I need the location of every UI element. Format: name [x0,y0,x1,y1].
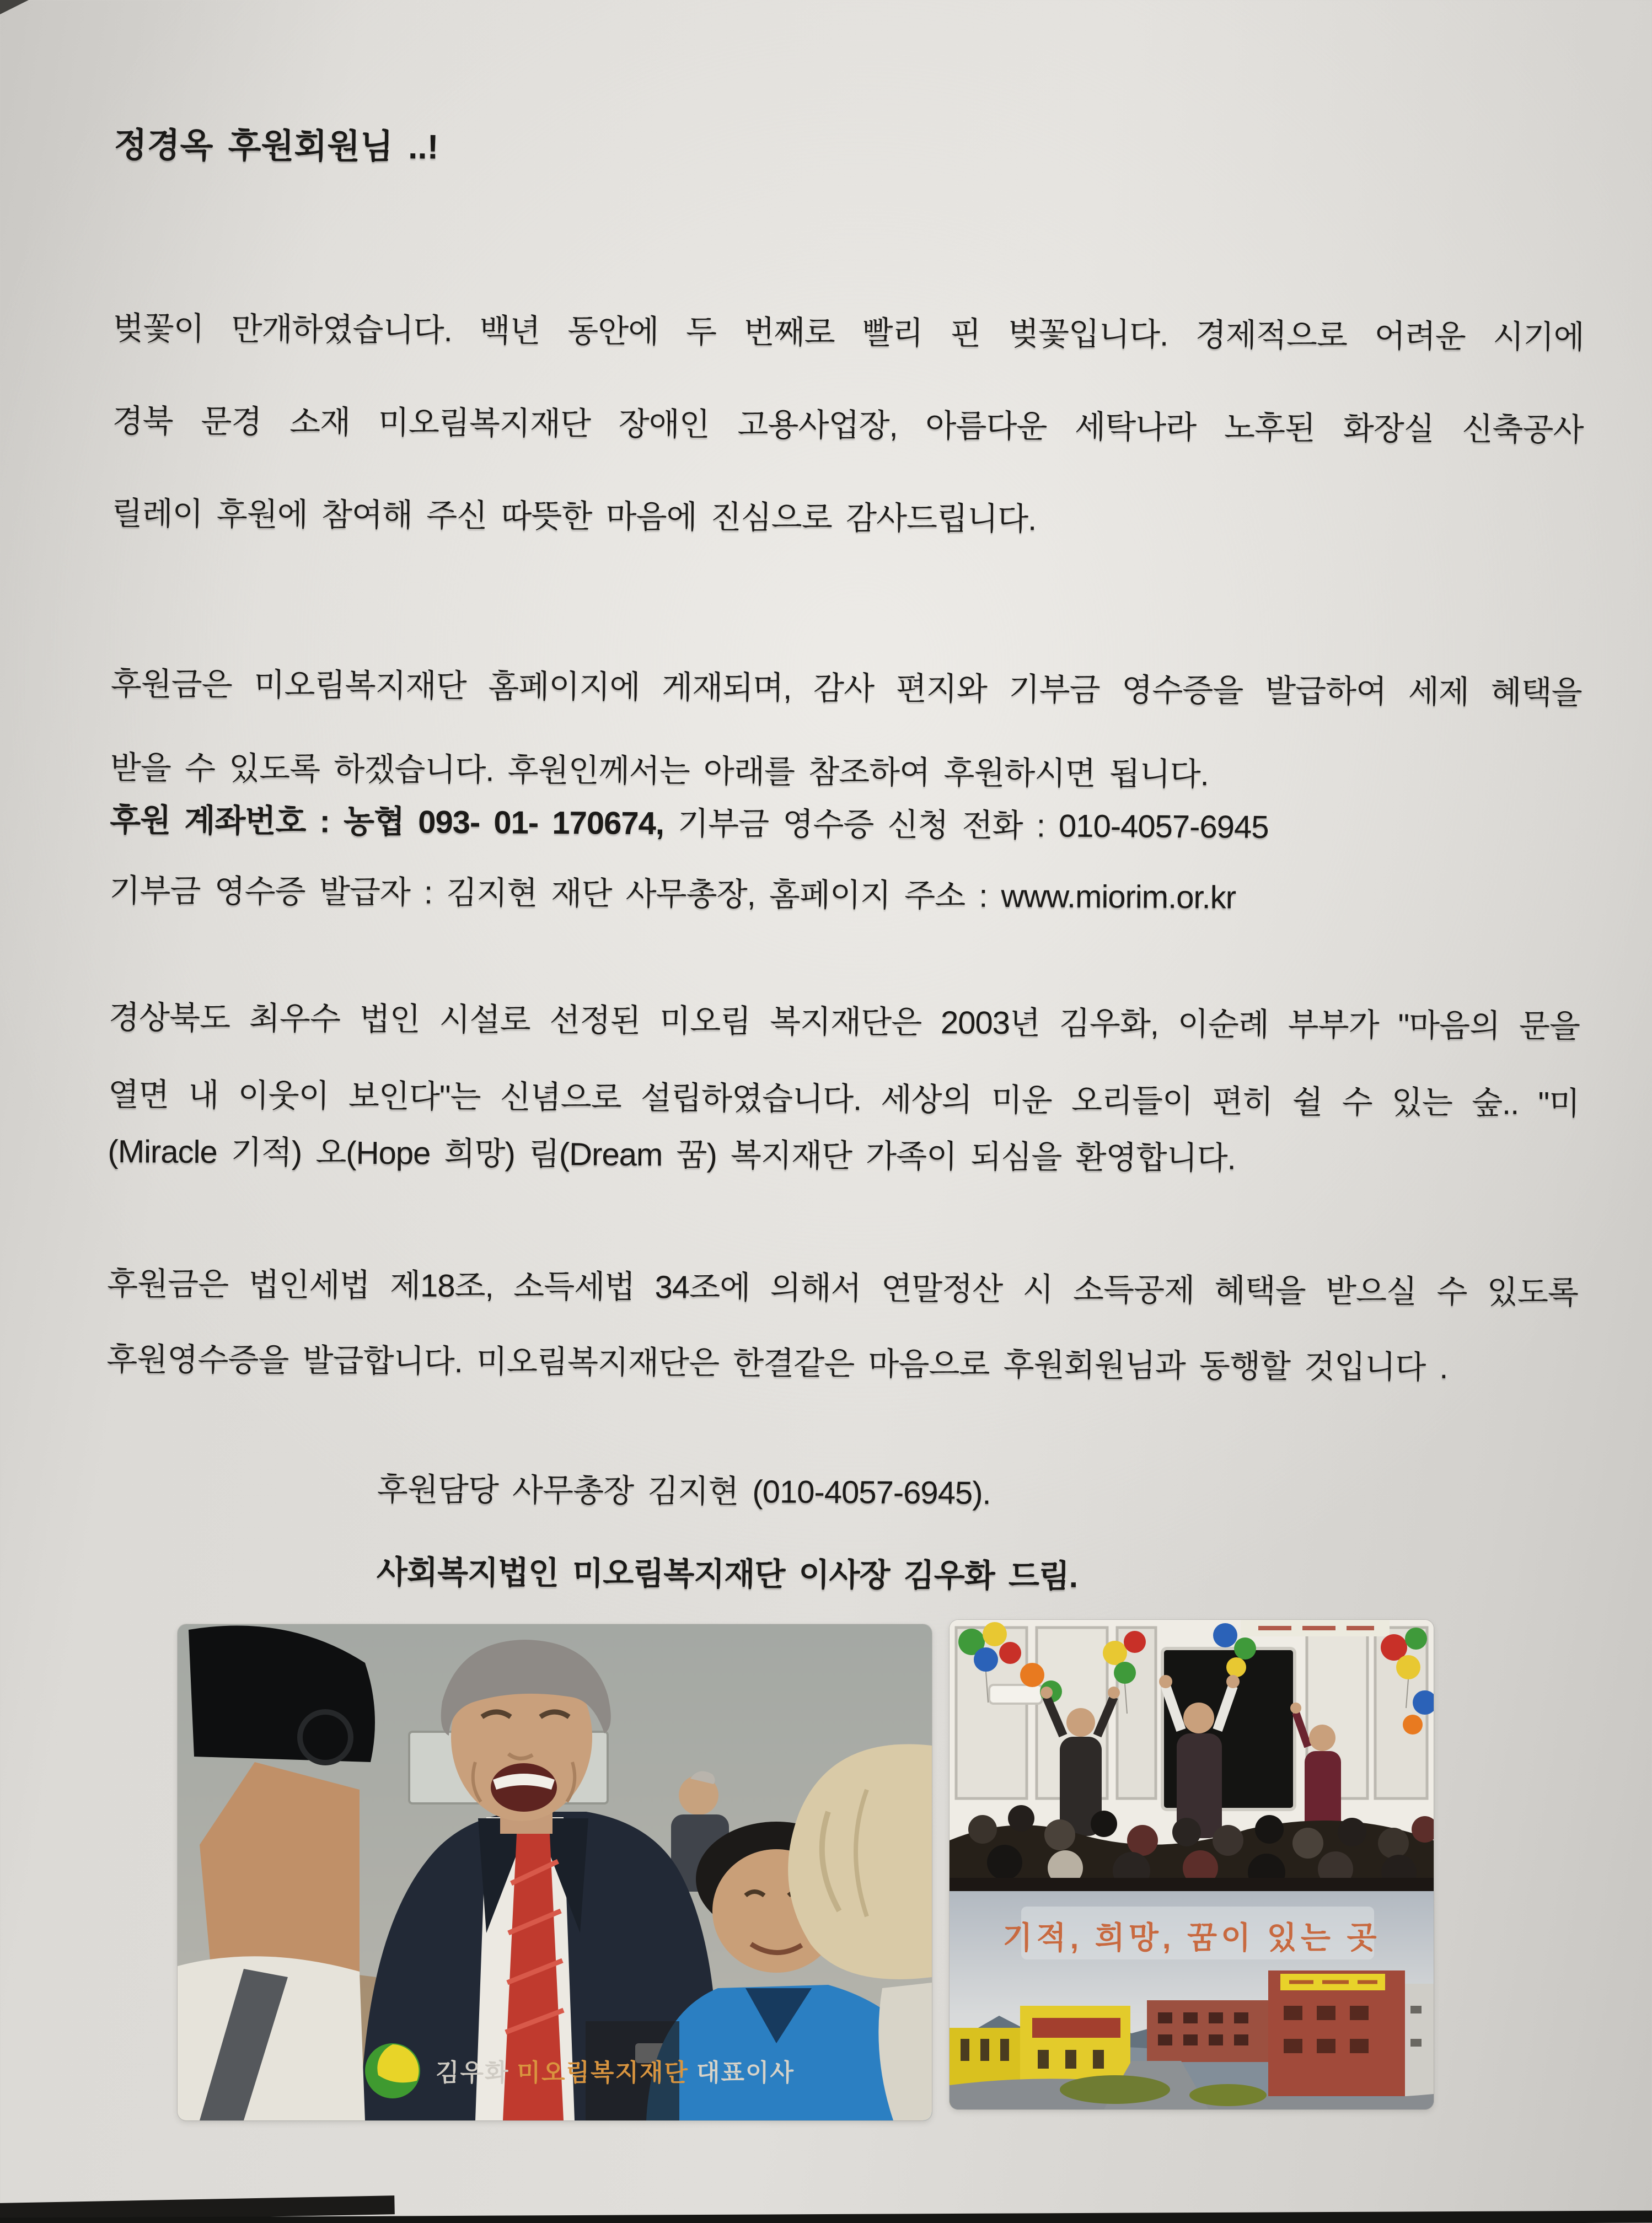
paragraph2-line2: 받을 수 있도록 하겠습니다. 후원인께서는 아래를 참조하여 후원하시면 됩니다. [110,750,1209,793]
paragraph4-line1: 후원금은 법인세법 제18조, 소득세법 34조에 의해서 연말정산 시 소득공제 혜택을 받으실 수 있도록 [106,1266,1579,1311]
signature-line-1: 후원담당 사무총장 김지현 (010-4057-6945). [377,1472,991,1511]
paragraph3-line2: 열면 내 이웃이 보인다"는 신념으로 설립하였습니다. 세상의 미운 오리들이 편히 쉴 수 있는 숲.. "미 [108,1077,1580,1122]
caption-org: 미오림복지재단 [517,2059,689,2086]
signature-line-2: 사회복지법인 미오림복지재단 이사장 김우화 드림. [376,1554,1078,1594]
paragraph1-line3: 릴레이 후원에 참여해 주신 따뜻한 마음에 진심으로 감사드립니다. [111,496,1037,538]
photo-left-chairman [178,1624,932,2120]
paragraph1-line1: 벚꽃이 만개하였습니다. 백년 동안에 두 번째로 빨리 핀 벚꽃입니다. 경제적으로 어려운 시기에 [112,310,1584,356]
cap-man-back-view [178,1626,375,2121]
paragraph3-line1: 경상북도 최우수 법인 시설로 선정된 미오림 복지재단은 2003년 김우화, 이순례 부부가 "마음의 문을 [108,1000,1580,1045]
paragraph3-line3: (Miracle 기적) 오(Hope 희망) 림(Dream 꿈) 복지재단 가족이 되심을 환영합니다. [108,1134,1236,1177]
caption-text [436,2059,795,2086]
photo-left-scene [178,1624,932,2120]
photo-right-celebration-campus [950,1620,1434,2109]
paragraph4-line2: 후원영수증을 발급합니다. 미오림복지재단은 한결같은 마음으로 후원회원님과 동행할 것입니다 . [106,1341,1448,1386]
slogan-text: 기적, 희망, 꿈이 있는 곳 [1002,1920,1381,1955]
account-number-rest: 기부금 영수증 신청 전화 : 010-4057-6945 [663,806,1269,845]
center-red-building [1147,2000,1268,2062]
paragraph2-line1: 후원금은 미오림복지재단 홈페이지에 게재되며, 감사 편지와 기부금 영수증을 발급하여 세제 혜택을 [110,666,1582,711]
caption-role: 대표이사 [696,2059,795,2086]
account-number-bold: 후원 계좌번호 : 농협 093- 01- 170674, [110,802,664,842]
paragraph1-line2: 경북 문경 소재 미오림복지재단 장애인 고용사업장, 아름다운 세탁나라 노후된 화장실 신축공사 [112,403,1584,448]
caption-name: 김우화 [436,2059,509,2086]
receipt-issuer-line: 기부금 영수증 발급자 : 김지현 재단 사무총장, 홈페이지 주소 : www.miorim.or.kr [109,873,1236,916]
air-conditioner [989,1685,1042,1704]
lawn-left [1060,2075,1170,2104]
lawn-right [1189,2084,1267,2106]
campus-scene [950,1891,1434,2109]
auditorium-scene [950,1620,1434,1892]
red-band [1032,2018,1120,2038]
recipient-title: 정경옥 후원회원님 ..! [114,126,439,167]
photo-right-scene [950,1620,1434,2109]
account-number-line [110,799,1581,851]
